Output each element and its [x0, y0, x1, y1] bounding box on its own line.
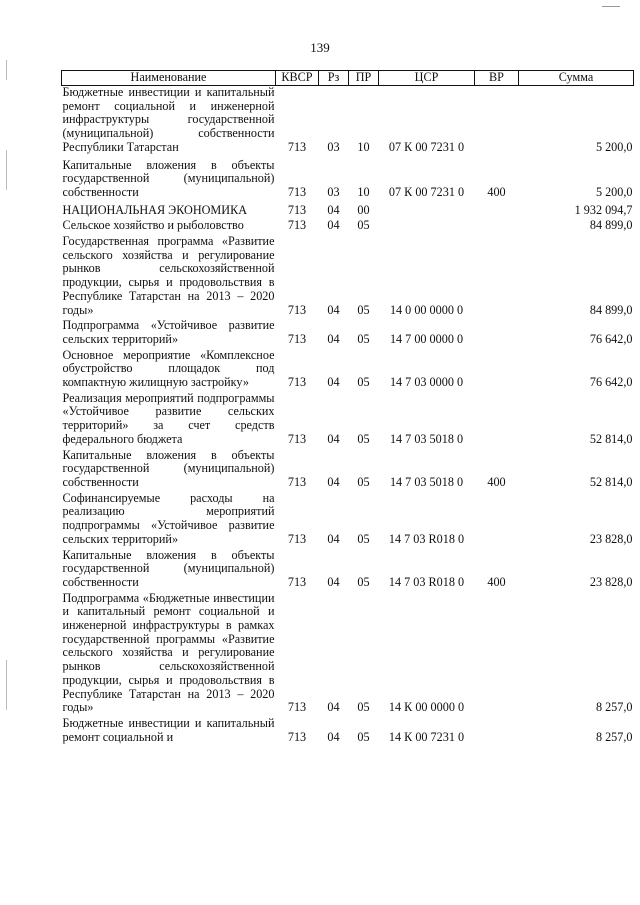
- table-row: [62, 549, 634, 590]
- cell-vr: 400: [487, 184, 506, 199]
- cell-kvsr: 713: [287, 139, 307, 154]
- cell-vr: 400: [487, 474, 506, 489]
- cell-csr: 14 7 00 0000 0: [389, 331, 464, 346]
- cell-name: Подпрограмма «Устойчивое развитие сельских территорий»: [62, 318, 275, 346]
- cell-name: Капитальные вложения в объекты государственной (муниципальной) собственности: [62, 547, 275, 589]
- cell-sum: 23 828,0: [589, 531, 633, 546]
- cell-sum: 1 932 094,7: [574, 202, 633, 217]
- cell-pr: 10: [357, 139, 370, 154]
- cell-csr: 14 К 00 7231 0: [388, 729, 465, 744]
- cell-rz: 04: [327, 729, 340, 744]
- cell-vr: [475, 717, 519, 744]
- cell-pr: 05: [357, 218, 370, 233]
- table-row: [62, 449, 634, 490]
- budget-table: [61, 70, 634, 744]
- table-row: [62, 159, 634, 200]
- header-name: Наименование: [62, 71, 276, 86]
- cell-pr: 05: [357, 375, 370, 390]
- table-row: [62, 492, 634, 547]
- table-body: [62, 86, 634, 745]
- cell-csr: 14 7 03 R018 0: [388, 531, 465, 546]
- cell-csr: 14 0 00 0000 0: [389, 302, 464, 317]
- cell-name: Подпрограмма «Бюджетные инвестиции и капитальный ремонт социальной и инженерной инфраструктуры в рамках государственной программы «Развитие сельского хозяйства и регулирование рынков сельскохозяйственной продукции, сырья и продовольствия в Республике Татарстан на 2013 – 2020 годы»: [62, 590, 275, 715]
- cell-rz: 04: [327, 302, 340, 317]
- header-rz: Рз: [319, 71, 349, 86]
- cell-csr: 14 7 03 0000 0: [389, 375, 464, 390]
- scan-edge: [6, 150, 7, 190]
- cell-pr: 05: [357, 302, 370, 317]
- table-row: [62, 592, 634, 715]
- scan-edge: [6, 660, 7, 710]
- cell-sum: 23 828,0: [589, 574, 633, 589]
- cell-name: Сельское хозяйство и рыболовство: [62, 218, 244, 233]
- cell-vr: [475, 86, 519, 155]
- table-row: [62, 204, 634, 218]
- cell-kvsr: 713: [287, 474, 307, 489]
- cell-name: Бюджетные инвестиции и капитальный ремонт социальной и инженерной инфраструктуры государственной (муниципальной) собственности Республики Татарстан: [62, 85, 275, 154]
- cell-rz: 04: [327, 531, 340, 546]
- table-row: [62, 219, 634, 233]
- cell-rz: 04: [327, 574, 340, 589]
- cell-pr: 05: [357, 331, 370, 346]
- header-sum: Сумма: [519, 71, 634, 86]
- cell-kvsr: 713: [287, 375, 307, 390]
- cell-name: Основное мероприятие «Комплексное обустройство площадок под компактную жилищную застройку»: [62, 347, 275, 390]
- cell-name: Реализация мероприятий подпрограммы «Устойчивое развитие сельских территорий» за счет средств федерального бюджета: [62, 390, 275, 446]
- cell-name: Капитальные вложения в объекты государственной (муниципальной) собственности: [62, 157, 275, 199]
- cell-sum: 5 200,0: [595, 184, 633, 199]
- cell-rz: 03: [327, 139, 340, 154]
- cell-csr: [379, 219, 475, 233]
- cell-pr: 05: [357, 700, 370, 715]
- cell-sum: 8 257,0: [595, 729, 633, 744]
- cell-sum: 52 814,0: [589, 431, 633, 446]
- table-row: [62, 349, 634, 390]
- cell-vr: [475, 392, 519, 447]
- cell-kvsr: 713: [287, 700, 307, 715]
- header-row: [62, 71, 634, 86]
- cell-kvsr: 713: [287, 202, 307, 217]
- cell-rz: 03: [327, 184, 340, 199]
- cell-sum: 76 642,0: [589, 331, 633, 346]
- cell-vr: [475, 319, 519, 346]
- cell-sum: 76 642,0: [589, 375, 633, 390]
- cell-pr: 05: [357, 474, 370, 489]
- page-number: 139: [310, 40, 330, 55]
- cell-rz: 04: [327, 431, 340, 446]
- cell-rz: 04: [327, 331, 340, 346]
- cell-vr: [475, 349, 519, 390]
- cell-sum: 5 200,0: [595, 139, 633, 154]
- cell-kvsr: 713: [287, 302, 307, 317]
- cell-kvsr: 713: [287, 184, 307, 199]
- cell-rz: 04: [327, 474, 340, 489]
- cell-vr: [475, 219, 519, 233]
- cell-vr: [475, 492, 519, 547]
- cell-vr: [475, 204, 519, 218]
- cell-rz: 04: [327, 375, 340, 390]
- cell-kvsr: 713: [287, 218, 307, 233]
- header-csr: ЦСР: [379, 71, 475, 86]
- table-row: [62, 717, 634, 744]
- table-row: [62, 86, 634, 155]
- cell-sum: 8 257,0: [595, 700, 633, 715]
- cell-sum: 84 899,0: [589, 218, 633, 233]
- cell-pr: 05: [357, 431, 370, 446]
- cell-csr: 14 7 03 5018 0: [389, 474, 464, 489]
- cell-vr: [475, 235, 519, 317]
- cell-rz: 04: [327, 218, 340, 233]
- cell-name: Государственная программа «Развитие сельского хозяйства и регулирование рынков сельскохозяйственной продукции, сырья и продовольствия в Республике Татарстан на 2013 – 2020 годы»: [62, 234, 275, 317]
- cell-kvsr: 713: [287, 531, 307, 546]
- cell-kvsr: 713: [287, 331, 307, 346]
- cell-name: Бюджетные инвестиции и капитальный ремонт социальной и: [62, 715, 275, 744]
- cell-pr: 00: [357, 202, 370, 217]
- cell-pr: 10: [357, 184, 370, 199]
- cell-rz: 04: [327, 700, 340, 715]
- table-row: [62, 392, 634, 447]
- table-row: [62, 235, 634, 317]
- cell-sum: 52 814,0: [589, 474, 633, 489]
- cell-name: Капитальные вложения в объекты государственной (муниципальной) собственности: [62, 447, 275, 489]
- cell-csr: [379, 204, 475, 218]
- cell-pr: 05: [357, 531, 370, 546]
- cell-kvsr: 713: [287, 574, 307, 589]
- cell-rz: 04: [327, 202, 340, 217]
- header-vr: ВР: [475, 71, 519, 86]
- cell-csr: 07 К 00 7231 0: [388, 139, 465, 154]
- header-pr: ПР: [349, 71, 379, 86]
- cell-vr: 400: [487, 574, 506, 589]
- cell-csr: 07 К 00 7231 0: [388, 184, 465, 199]
- cell-csr: 14 7 03 R018 0: [388, 574, 465, 589]
- cell-kvsr: 713: [287, 729, 307, 744]
- header-kvsr: КВСР: [276, 71, 319, 86]
- cell-kvsr: 713: [287, 431, 307, 446]
- cell-pr: 05: [357, 574, 370, 589]
- scan-edge: [6, 60, 7, 80]
- cell-csr: 14 К 00 0000 0: [388, 700, 465, 715]
- cell-csr: 14 7 03 5018 0: [389, 431, 464, 446]
- cell-pr: 05: [357, 729, 370, 744]
- scan-mark: [602, 6, 620, 7]
- cell-vr: [475, 592, 519, 715]
- cell-sum: 84 899,0: [589, 302, 633, 317]
- cell-name: Софинансируемые расходы на реализацию мероприятий подпрограммы «Устойчивое развитие сельских территорий»: [62, 490, 275, 546]
- table-row: [62, 319, 634, 346]
- cell-name: НАЦИОНАЛЬНАЯ ЭКОНОМИКА: [62, 202, 247, 217]
